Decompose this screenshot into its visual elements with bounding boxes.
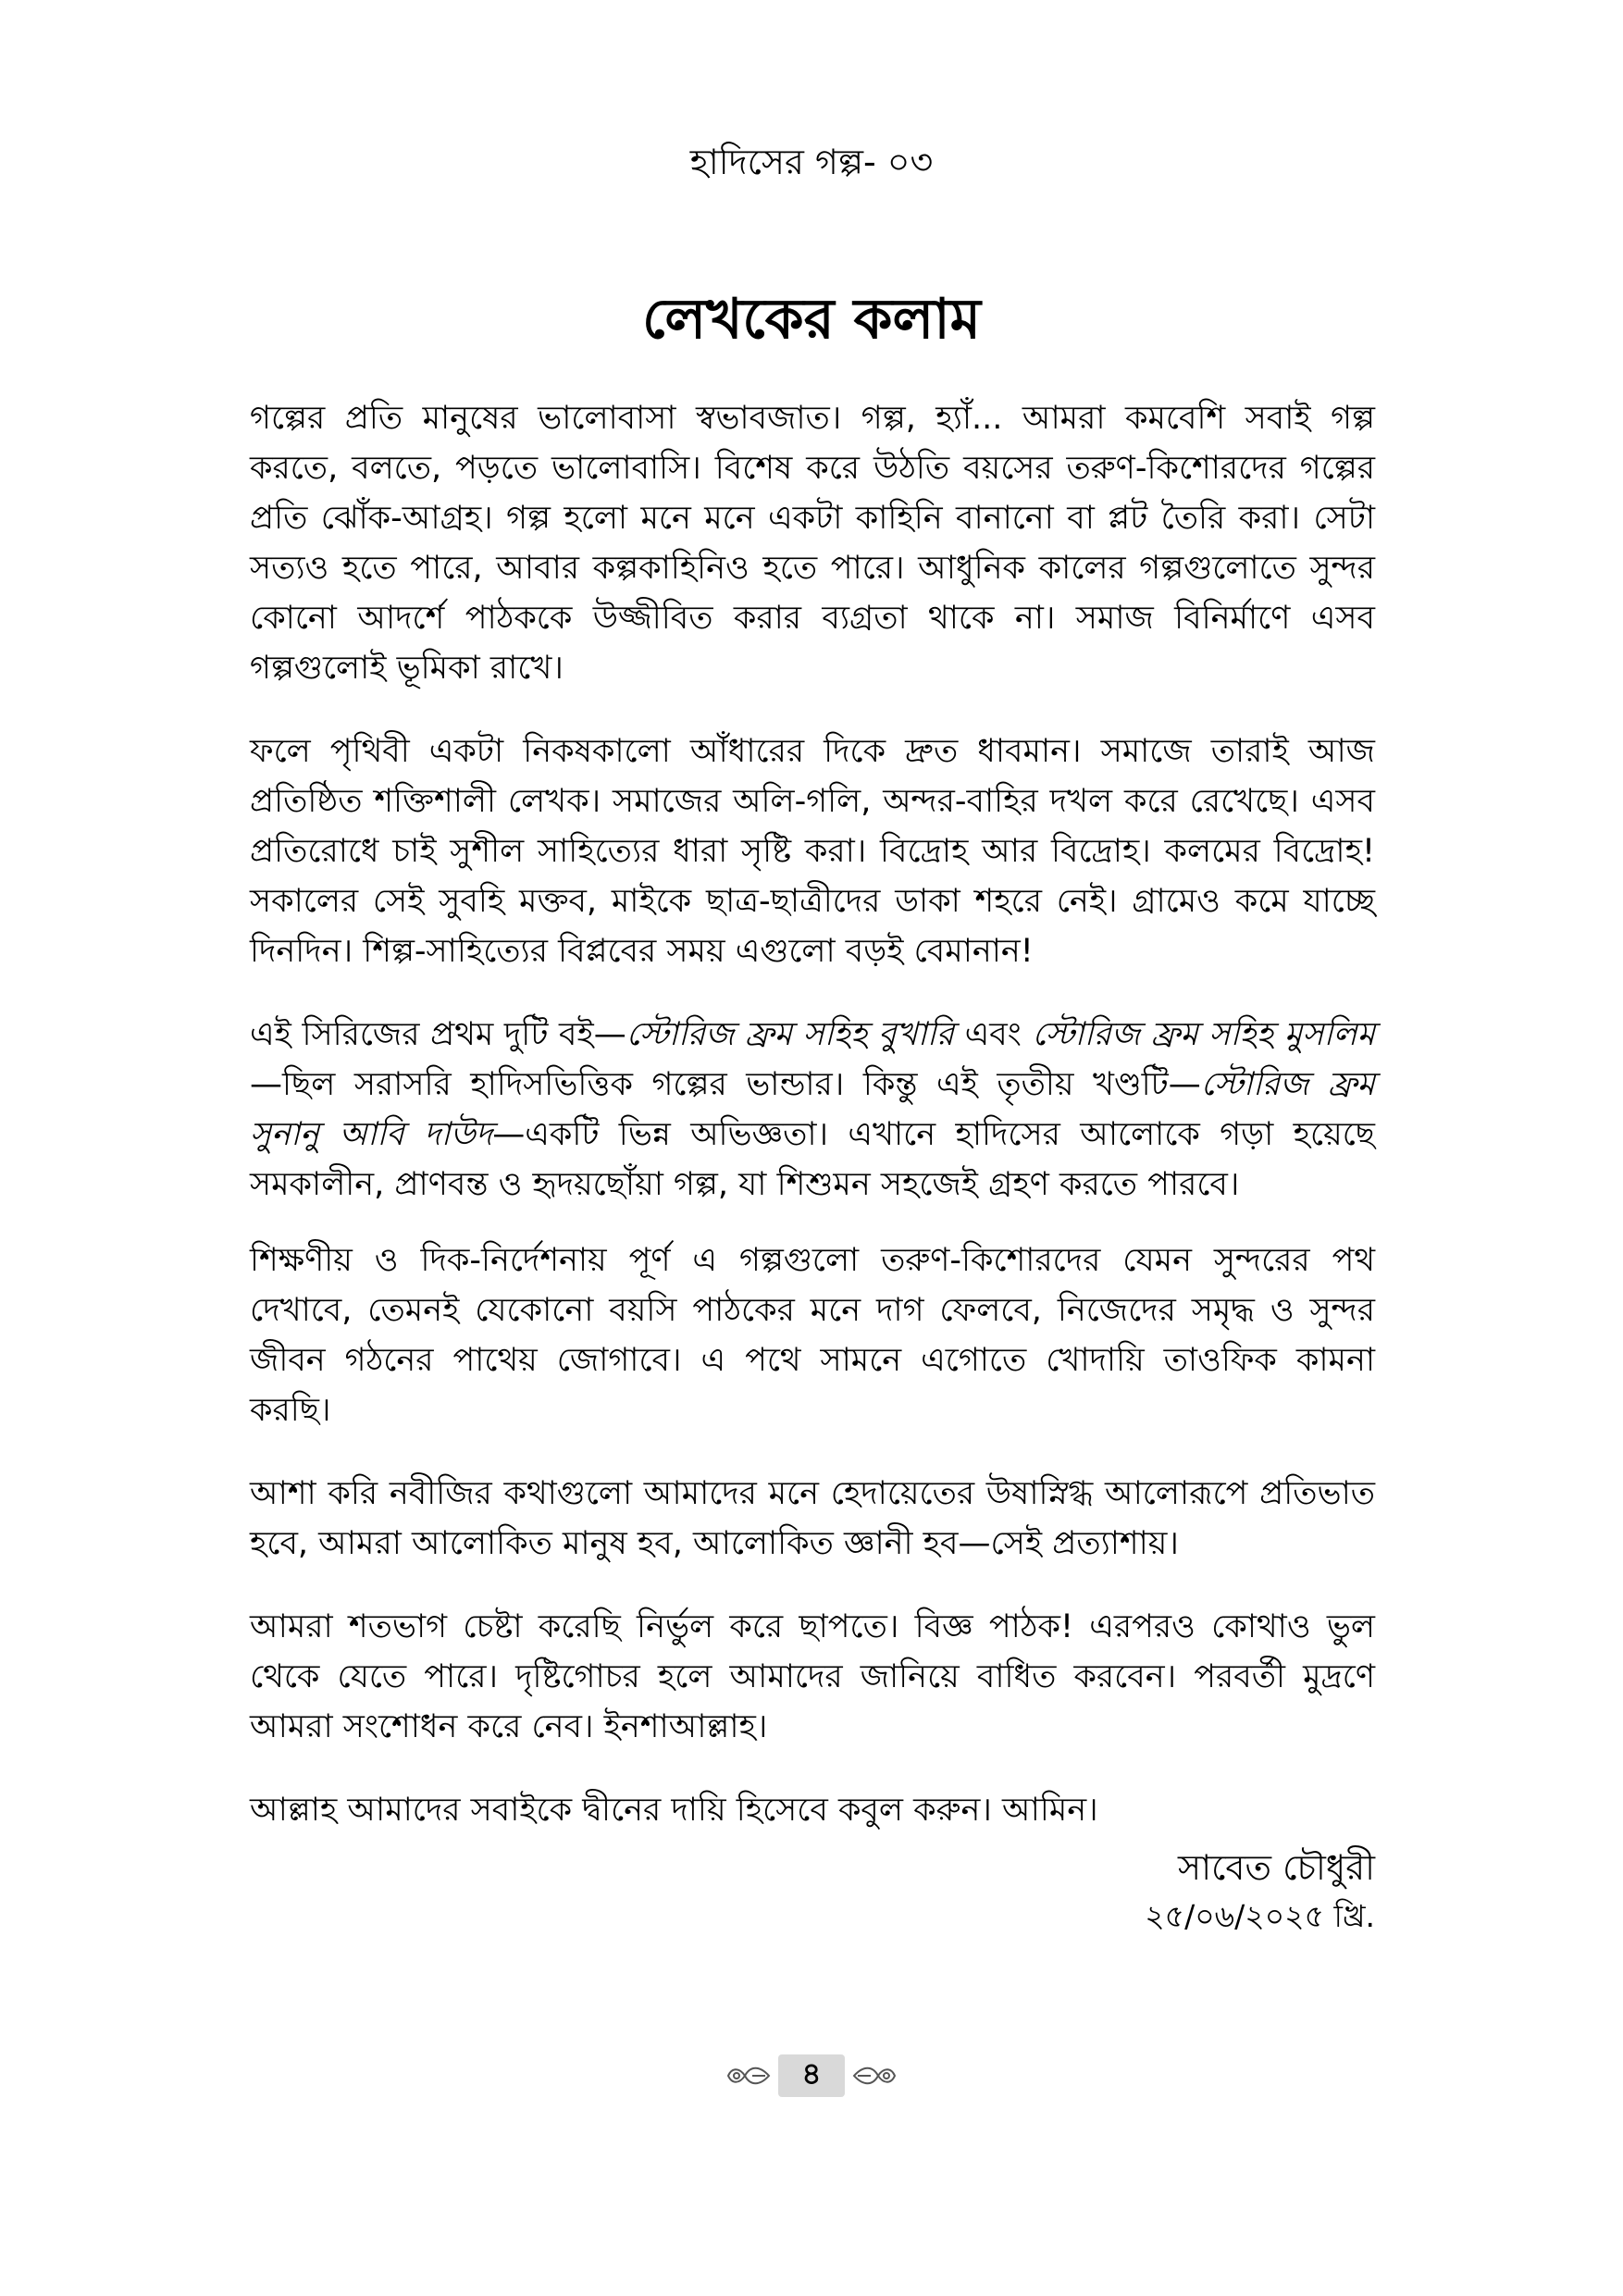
paragraph-2: ফলে পৃথিবী একটা নিকষকালো আঁধারের দিকে দ্রুত ধাবমান। সমাজে তারাই আজ প্রতিষ্ঠিত শক্তিশালী লেখক। সমাজের অলি-গলি, অন্দর-বাহির দখল করে রেখেছে। এসব প্রতিরোধে চাই সুশীল সাহিত্যের ধারা সৃষ্টি করা। বিদ্রোহ আর বিদ্রোহ। কলমের বিদ্রোহ! সকালের সেই সুবহি মক্তব, মাইকে ছাত্র-ছাত্রীদের ডাকা শহরে নেই। গ্রামেও কমে যাচ্ছে দিনদিন। শিল্প-সাহিত্যের বিপ্লবের সময় এগুলো বড়ই বেমানান! [250, 733, 1375, 970]
paragraph-3-text-4: —একটি ভিন্ন অভিজ্ঞতা। এখানে হাদিসের আলোকে গড়া হয়েছে সমকালীন, প্রাণবন্ত ও হৃদয়ছোঁয়া গল্প, যা শিশুমন সহজেই গ্রহণ করতে পারবে। [250, 1116, 1375, 1203]
book-title-bukhari: স্টোরিজ ফ্রম সহিহ বুখারি [626, 1016, 955, 1053]
book-title-muslim: স্টোরিজ ফ্রম সহিহ মুসলিম [1032, 1016, 1375, 1053]
page-number: ৪ [778, 2054, 845, 2097]
book-title-abu-dawud: স্টোরিজ ফ্রম সুনানু আবি দাউদ [250, 1066, 1375, 1153]
running-head: হাদিসের গল্প- ০৩ [689, 142, 934, 182]
signature-block [1145, 1842, 1375, 1940]
paragraph-4: শিক্ষণীয় ও দিক-নির্দেশনায় পূর্ণ এ গল্পগুলো তরুণ-কিশোরদের যেমন সুন্দরের পথ দেখাবে, তেমনই যেকোনো বয়সি পাঠকের মনে দাগ ফেলবে, নিজেদের সমৃদ্ধ ও সুন্দর জীবন গঠনের পাথেয় জোগাবে। এ পথে সামনে এগোতে খোদায়ি তাওফিক কামনা করছি। [250, 1242, 1375, 1429]
paragraph-3-text-1: এই সিরিজের প্রথম দুটি বই— [250, 1016, 626, 1053]
paragraph-3-text-2: এবং [954, 1016, 1033, 1053]
paragraph-3-text-3: —ছিল সরাসরি হাদিসভিত্তিক গল্পের ভান্ডার। কিন্তু এই তৃতীয় খণ্ডটি— [250, 1066, 1201, 1103]
paragraph-5: আশা করি নবীজির কথাগুলো আমাদের মনে হেদায়েতের উষাস্নিগ্ধ আলোরূপে প্রতিভাত হবে, আমরা আলোকিত মানুষ হব, আলোকিত জ্ঞানী হব—সেই প্রত্যাশায়। [250, 1475, 1375, 1562]
paragraph-6: আমরা শতভাগ চেষ্টা করেছি নির্ভুল করে ছাপতে। বিজ্ঞ পাঠক! এরপরও কোথাও ভুল থেকে যেতে পারে। দৃষ্টিগোচর হলে আমাদের জানিয়ে বাধিত করবেন। পরবর্তী মুদ্রণে আমরা সংশোধন করে নেব। ইনশাআল্লাহ। [250, 1608, 1375, 1745]
page-title: লেখকের কলাম [642, 287, 981, 352]
author-name: সাবেত চৌধুরী [1178, 1847, 1375, 1888]
paragraph-1: গল্পের প্রতি মানুষের ভালোবাসা স্বভাবজাত। গল্প, হ্যাঁ... আমরা কমবেশি সবাই গল্প করতে, বলতে, পড়তে ভালোবাসি। বিশেষ করে উঠতি বয়সের তরুণ-কিশোরদের গল্পের প্রতি ঝোঁক-আগ্রহ। গল্প হলো মনে মনে একটা কাহিনি বানানো বা প্লট তৈরি করা। সেটা সত্যও হতে পারে, আবার কল্পকাহিনিও হতে পারে। আধুনিক কালের গল্পগুলোতে সুন্দর কোনো আদর্শে পাঠককে উজ্জীবিত করার ব্যগ্রতা থাকে না। সমাজ বিনির্মাণে এসব গল্পগুলোই ভূমিকা রাখে। [250, 400, 1375, 687]
page-number-footer [0, 2048, 1623, 2104]
left-ornament-icon [725, 2053, 771, 2099]
paragraph-3 [250, 1010, 1375, 1210]
right-ornament-icon [852, 2053, 898, 2099]
body-text [250, 393, 1375, 1868]
signature-date: ২৫/০৬/২০২৫ খ্রি. [1145, 1898, 1375, 1934]
paragraph-7: আল্লাহ আমাদের সবাইকে দ্বীনের দায়ি হিসেবে কবুল করুন। আমিন। [250, 1792, 1098, 1829]
